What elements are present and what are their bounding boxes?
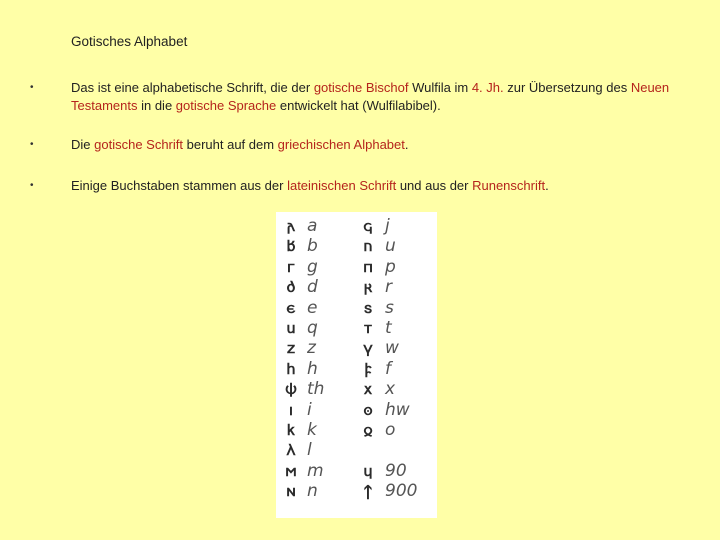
gothic-letter: 𐍀 <box>363 257 373 276</box>
latin-value: th <box>307 379 325 400</box>
gothic-letter: 𐍇 <box>363 380 373 399</box>
highlighted-term: gotische Sprache <box>175 98 277 113</box>
gothic-letter: 𐌿 <box>363 237 373 256</box>
bullet-text <box>71 136 690 154</box>
bullet-text <box>71 177 690 195</box>
text-segment: Das ist eine alphabetische Schrift, die der <box>71 80 314 95</box>
gothic-letter: 𐌵 <box>286 318 296 337</box>
latin-value: i <box>307 399 312 420</box>
gothic-letter: 𐌺 <box>287 420 295 439</box>
latin-value: a <box>307 216 318 236</box>
gothic-letter: 𐍊 <box>364 482 372 501</box>
text-segment: und aus der <box>396 178 473 193</box>
gothic-letter: 𐌻 <box>286 441 296 460</box>
gothic-letter: 𐌶 <box>287 339 295 358</box>
latin-values-left <box>307 216 324 501</box>
gothic-letters-left <box>279 216 303 501</box>
slide-title: Gotisches Alphabet <box>71 34 188 49</box>
gothic-letter: 𐌴 <box>286 298 296 317</box>
latin-value: x <box>385 379 396 400</box>
highlighted-term: gotische Schrift <box>94 137 183 152</box>
gothic-letter: 𐍂 <box>363 278 373 297</box>
highlighted-term: Runenschrift <box>472 178 546 193</box>
gothic-letter: 𐌳 <box>286 278 296 297</box>
gothic-letter: 𐌸 <box>285 380 297 399</box>
text-segment: entwickelt hat (Wulfilabibel). <box>276 98 441 113</box>
latin-value: g <box>307 256 318 277</box>
gothic-letter: 𐌰 <box>287 217 295 235</box>
bullet-icon: • <box>30 82 34 93</box>
gothic-letter: 𐌼 <box>285 461 297 480</box>
gothic-letter: 𐍆 <box>364 359 372 378</box>
latin-value: w <box>385 338 399 359</box>
gothic-letter: 𐍄 <box>364 318 372 337</box>
text-segment: . <box>404 137 409 152</box>
gothic-letter: 𐍃 <box>364 298 372 317</box>
text-segment: zur <box>503 80 529 95</box>
latin-value: u <box>385 236 396 257</box>
latin-value: d <box>307 277 318 298</box>
gothic-letter: 𐌽 <box>286 482 296 501</box>
highlighted-term: lateinischen Schrift <box>287 178 397 193</box>
gothic-letter: 𐍉 <box>363 420 373 439</box>
text-segment: Die <box>71 137 95 152</box>
text-segment: Übersetzung <box>528 80 603 95</box>
latin-value: b <box>307 236 318 257</box>
latin-value: f <box>385 358 391 379</box>
gothic-letter: 𐌾 <box>363 217 373 235</box>
text-segment: Wulfila <box>412 80 451 95</box>
gothic-letter: 𐍅 <box>363 339 373 358</box>
highlighted-term: Neuen Testaments <box>71 80 670 113</box>
latin-values-right <box>385 216 417 501</box>
latin-value: s <box>385 297 394 318</box>
latin-value: m <box>307 460 324 481</box>
bullet-text <box>71 79 690 115</box>
highlighted-term: griechischen Alphabet <box>277 137 405 152</box>
latin-value: r <box>385 277 392 298</box>
gothic-letter: 𐌹 <box>289 400 293 419</box>
latin-value: 90 <box>385 460 407 481</box>
latin-value: 900 <box>385 481 418 502</box>
latin-value: q <box>307 317 318 338</box>
latin-value: k <box>307 419 317 440</box>
latin-value: z <box>307 338 316 359</box>
gothic-letter: 𐍁 <box>363 461 373 480</box>
bullet-icon: • <box>30 139 34 150</box>
latin-value: j <box>385 216 390 236</box>
text-segment: im <box>450 80 472 95</box>
highlighted-term: gotische Bischof <box>313 80 413 95</box>
gothic-alphabet-table <box>276 212 437 518</box>
gothic-letter: 𐌷 <box>286 359 296 378</box>
latin-value: p <box>385 256 396 277</box>
bullet-icon: • <box>30 180 34 191</box>
latin-value: e <box>307 297 318 318</box>
text-segment: beruht auf dem <box>183 137 278 152</box>
latin-value: n <box>307 481 318 502</box>
text-segment: Einige Buchstaben stammen aus der <box>71 178 288 193</box>
latin-value: l <box>307 440 312 461</box>
gothic-letter: 𐍈 <box>363 400 373 419</box>
latin-value: hw <box>385 399 410 420</box>
latin-value: o <box>385 419 396 440</box>
latin-value <box>385 440 417 460</box>
gothic-letter: 𐌱 <box>286 237 296 256</box>
gothic-letters-right <box>356 216 380 501</box>
latin-value: h <box>307 358 318 379</box>
gothic-letter <box>356 440 380 460</box>
text-segment: des <box>602 80 631 95</box>
latin-value: t <box>385 317 392 338</box>
text-segment: . <box>545 178 549 193</box>
highlighted-term: 4. Jh. <box>471 80 504 95</box>
text-segment: in die <box>137 98 176 113</box>
gothic-letter: 𐌲 <box>287 257 295 276</box>
